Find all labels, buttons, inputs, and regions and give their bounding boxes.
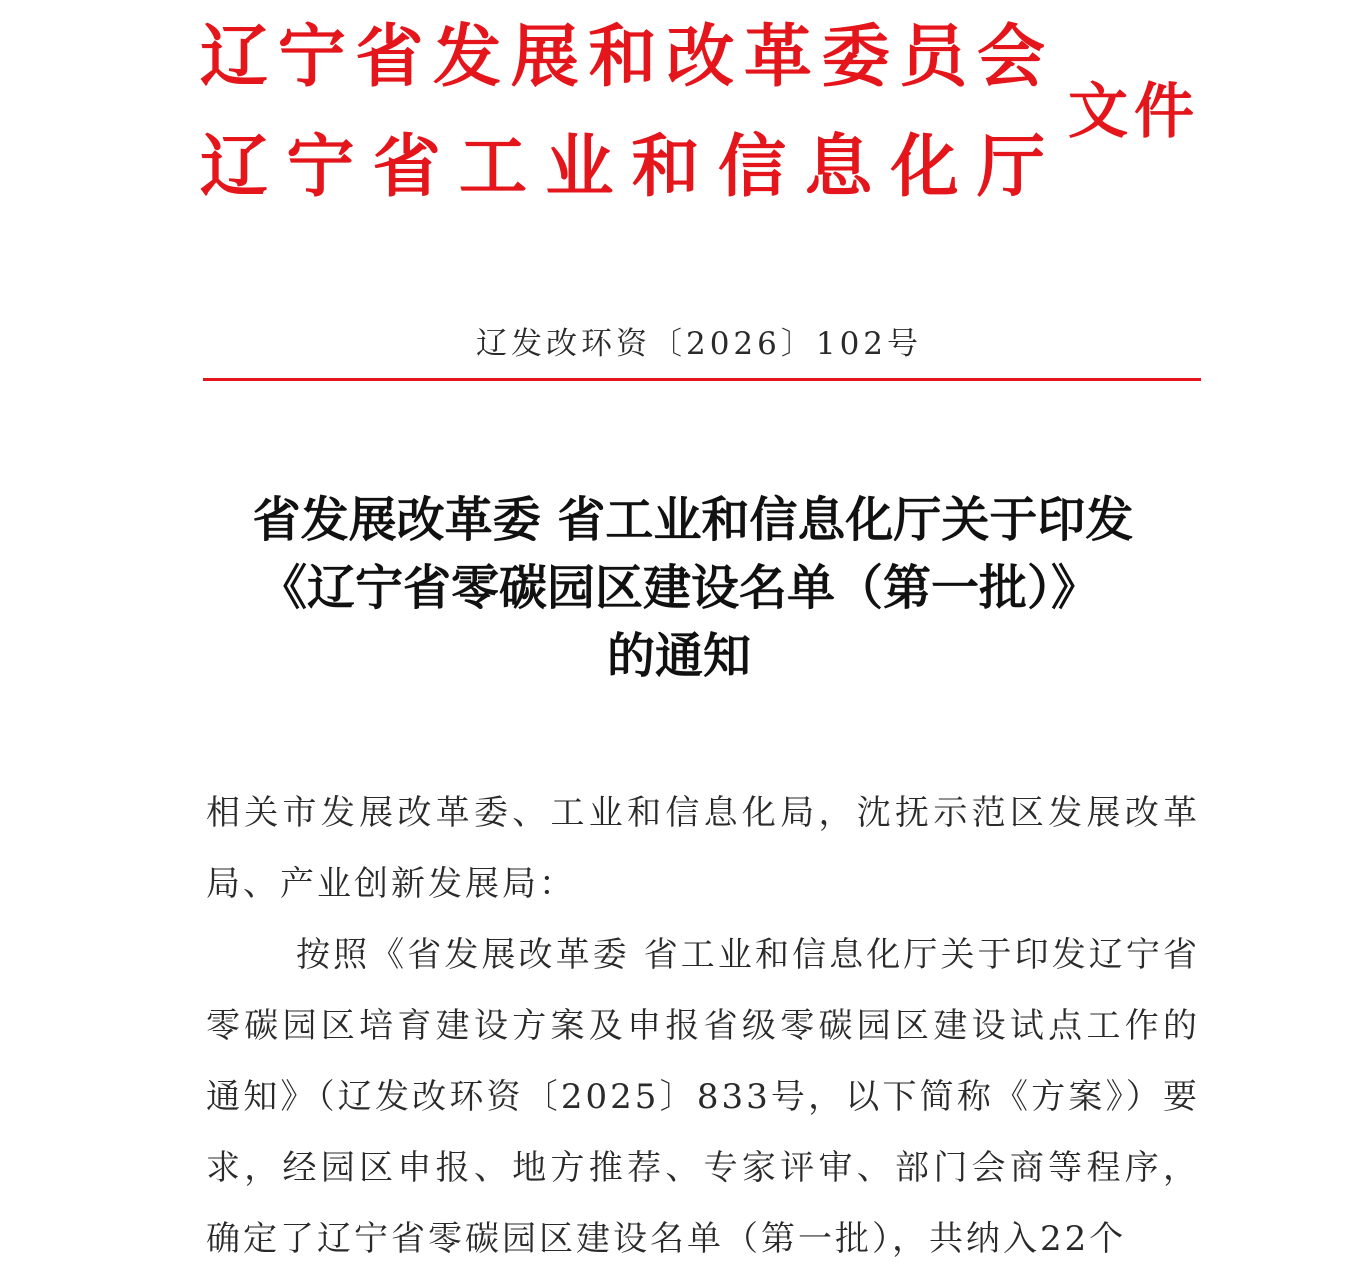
body-paragraph: 按照《省发展改革委 省工业和信息化厅关于印发辽宁省零碳园区培育建设方案及申报省级零碳园区建设试点工作的通知》（辽发改环资〔2025〕833号，以下简称《方案》）要求，经园区申报、地方推荐、专家评审、部门会商等程序，确定了辽宁省零碳园区建设名单（第一批），共纳入22个 (206, 935, 1200, 1259)
document-title (0, 486, 1358, 690)
document-body (206, 778, 1200, 1275)
header-divider (203, 378, 1201, 381)
issuer-name-2: 辽宁省工业和信息化厅 (200, 128, 1045, 207)
title-line-2: 《辽宁省零碳园区建设名单（第一批）》 (258, 560, 1099, 616)
title-line-3: 的通知 (606, 628, 751, 684)
issuer-name-1: 辽宁省发展和改革委员会 (200, 18, 1045, 97)
document-header (200, 18, 1210, 208)
document-number: 辽发改环资〔2026〕102号 (475, 326, 923, 362)
document-type-word: 文件 (1068, 77, 1200, 147)
salutation: 相关市发展改革委、工业和信息化局，沈抚示范区发展改革局、产业创新发展局： (206, 793, 1200, 904)
title-line-1: 省发展改革委 省工业和信息化厅关于印发 (252, 492, 1134, 548)
